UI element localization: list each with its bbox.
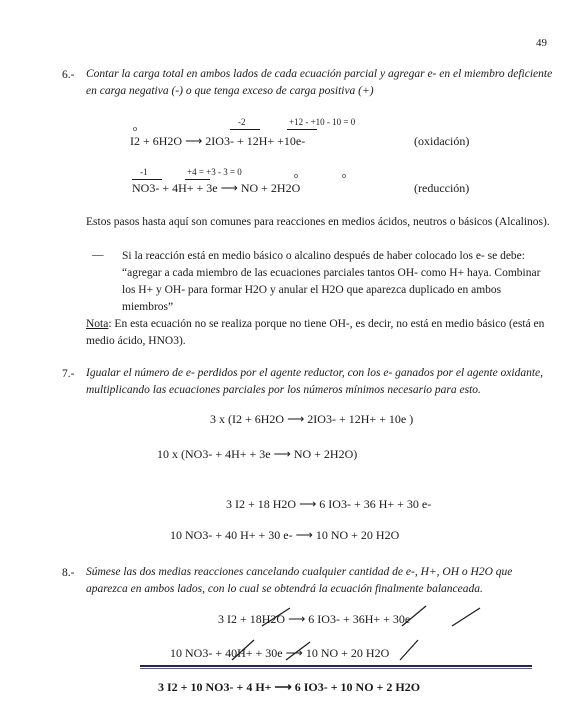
equation-text: I2 + 6H2O ⟶ 2IO3- + 12H+ +10e-	[130, 134, 306, 148]
cancel-stroke	[452, 608, 480, 626]
nota-text: : En esta ecuación no se realiza porque no tiene OH-, es decir, no está en medio básico (está en medio ácido, HNO3).	[86, 318, 545, 347]
sum-rule	[140, 665, 532, 667]
step-8-number: 8.-	[62, 567, 75, 579]
equation-text: NO3- + 4H+ + 3e ⟶ NO + 2H2O	[132, 181, 301, 195]
step-8-equation-2: 10 NO3- + 40H+ + 30e ⟶ 10 NO + 20 H2O	[170, 646, 390, 660]
reduction-label: (reducción)	[414, 181, 470, 195]
step-7-equation-4: 10 NO3- + 40 H+ + 30 e- ⟶ 10 NO + 20 H2O	[170, 528, 400, 542]
sum-rule-secondary	[140, 668, 532, 669]
charge-no: o	[294, 171, 298, 180]
charge-right-side: +12 - +10 - 10 = 0	[289, 117, 356, 127]
final-balanced-equation: 3 I2 + 10 NO3- + 4 H+ ⟶ 6 IO3- + 10 NO + 2 H2O	[158, 680, 421, 694]
step-7-instruction: Igualar el número de e- perdidos por el agente reductor, con los e- ganados por el agente oxidante, multiplicando las ecuaciones parciales por los números mínimos necesario para esto.	[86, 367, 544, 396]
step-6-instruction: Contar la carga total en ambos lados de cada ecuación parcial y agregar e- en el miembro deficiente en carga negativa (-) o que tenga exceso de carga positiva (+)	[86, 68, 553, 97]
step-6-number: 6.-	[62, 69, 75, 81]
step-8-instruction: Súmese las dos medias reacciones cancelando cualquier cantidad de e-, H+, OH o H2O que aparezca en ambos lados, con lo cual se obtendrá la ecuación finalmente balanceada.	[86, 566, 513, 595]
cancel-stroke	[286, 642, 310, 660]
dash-bullet: —	[92, 249, 104, 261]
cancel-stroke	[232, 640, 254, 660]
charge-nitrate: -1	[140, 167, 148, 177]
note-common-steps: Estos pasos hasta aquí son comunes para reacciones en medios ácidos, neutros o básicos (Alcalinos).	[86, 216, 550, 228]
nota-label: Nota	[86, 318, 109, 330]
step-7-equation-2: 10 x (NO3- + 4H+ + 3e ⟶ NO + 2H2O)	[157, 447, 358, 461]
charge-iodate: -2	[238, 117, 246, 127]
note-basic-medium: Si la reacción está en medio básico o alcalino después de haber colocado los e- se debe: “agregar a cada miembro de las ecuaciones parciales tantos OH- como H+ haya. Combinar los H+ y OH- para formar H2O y anular el H2O que aparezca duplicado en ambos miembros”	[122, 250, 541, 313]
step-7-equation-3: 3 I2 + 18 H2O ⟶ 6 IO3- + 36 H+ + 30 e-	[226, 497, 432, 511]
page-number: 49	[536, 37, 547, 49]
step-7-number: 7.-	[62, 368, 75, 380]
oxidation-label: (oxidación)	[414, 134, 470, 148]
step-8-equation-1: 3 I2 + 18H2O ⟶ 6 IO3- + 36H+ + 30e	[218, 612, 411, 626]
step-7-equation-1: 3 x (I2 + 6H2O ⟶ 2IO3- + 12H+ + 10e )	[210, 412, 414, 426]
charge-i2: o	[133, 124, 137, 133]
charge-h2o: o	[342, 171, 346, 180]
charge-middle: +4 = +3 - 3 = 0	[187, 167, 242, 177]
cancel-stroke	[400, 640, 418, 660]
cancel-stroke	[262, 608, 290, 626]
cancel-stroke	[402, 606, 426, 626]
